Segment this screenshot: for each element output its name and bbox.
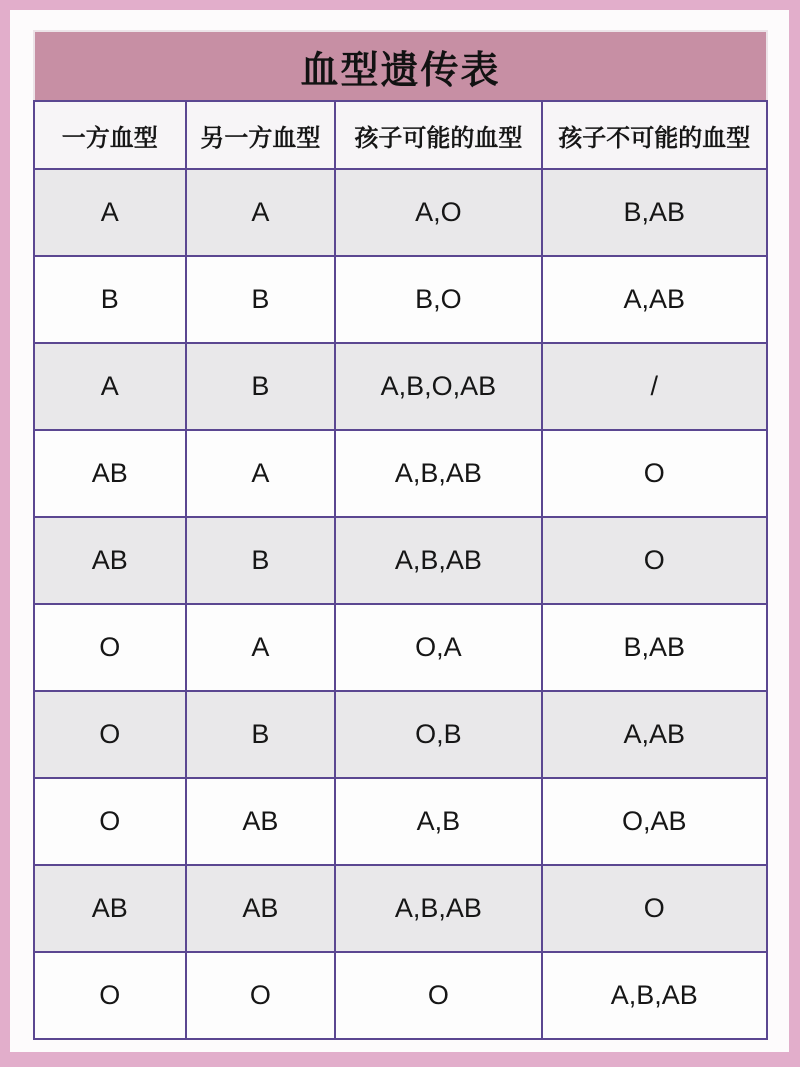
table-row xyxy=(34,952,767,1039)
cell-possible: O,A xyxy=(335,604,541,691)
cell-parent2: A xyxy=(186,430,336,517)
cell-possible: O xyxy=(335,952,541,1039)
cell-parent2: B xyxy=(186,517,336,604)
cell-parent1: AB xyxy=(34,865,186,952)
cell-parent1: O xyxy=(34,604,186,691)
cell-parent1: B xyxy=(34,256,186,343)
cell-possible: O,B xyxy=(335,691,541,778)
cell-parent2: B xyxy=(186,691,336,778)
table-row xyxy=(34,430,767,517)
table-row xyxy=(34,778,767,865)
table-row xyxy=(34,256,767,343)
content-card xyxy=(10,10,789,1052)
table-row xyxy=(34,691,767,778)
cell-impossible: A,AB xyxy=(542,691,767,778)
blood-type-inheritance-table xyxy=(33,100,768,1040)
cell-impossible: / xyxy=(542,343,767,430)
column-header-parent1: 一方血型 xyxy=(34,101,186,169)
table-row xyxy=(34,169,767,256)
cell-parent1: O xyxy=(34,691,186,778)
cell-possible: A,B,O,AB xyxy=(335,343,541,430)
cell-parent1: AB xyxy=(34,517,186,604)
cell-possible: A,B,AB xyxy=(335,517,541,604)
cell-parent1: AB xyxy=(34,430,186,517)
cell-parent1: A xyxy=(34,169,186,256)
cell-impossible: A,AB xyxy=(542,256,767,343)
cell-impossible: O,AB xyxy=(542,778,767,865)
cell-parent1: A xyxy=(34,343,186,430)
cell-impossible: B,AB xyxy=(542,169,767,256)
table-row xyxy=(34,517,767,604)
cell-parent2: O xyxy=(186,952,336,1039)
cell-impossible: O xyxy=(542,517,767,604)
cell-possible: B,O xyxy=(335,256,541,343)
cell-impossible: B,AB xyxy=(542,604,767,691)
column-header-possible: 孩子可能的血型 xyxy=(335,101,541,169)
cell-parent2: A xyxy=(186,604,336,691)
header-row xyxy=(34,101,767,169)
cell-parent2: AB xyxy=(186,865,336,952)
table-row xyxy=(34,865,767,952)
column-header-parent2: 另一方血型 xyxy=(186,101,336,169)
cell-possible: A,B,AB xyxy=(335,865,541,952)
table-title-bar xyxy=(33,30,768,100)
page-title: 血型遗传表 xyxy=(300,49,501,92)
cell-impossible: O xyxy=(542,430,767,517)
table-row xyxy=(34,343,767,430)
cell-parent1: O xyxy=(34,778,186,865)
cell-parent2: B xyxy=(186,256,336,343)
cell-impossible: A,B,AB xyxy=(542,952,767,1039)
cell-possible: A,O xyxy=(335,169,541,256)
cell-possible: A,B,AB xyxy=(335,430,541,517)
cell-parent2: B xyxy=(186,343,336,430)
column-header-impossible: 孩子不可能的血型 xyxy=(542,101,767,169)
cell-parent2: AB xyxy=(186,778,336,865)
table-row xyxy=(34,604,767,691)
cell-parent1: O xyxy=(34,952,186,1039)
cell-impossible: O xyxy=(542,865,767,952)
cell-possible: A,B xyxy=(335,778,541,865)
cell-parent2: A xyxy=(186,169,336,256)
